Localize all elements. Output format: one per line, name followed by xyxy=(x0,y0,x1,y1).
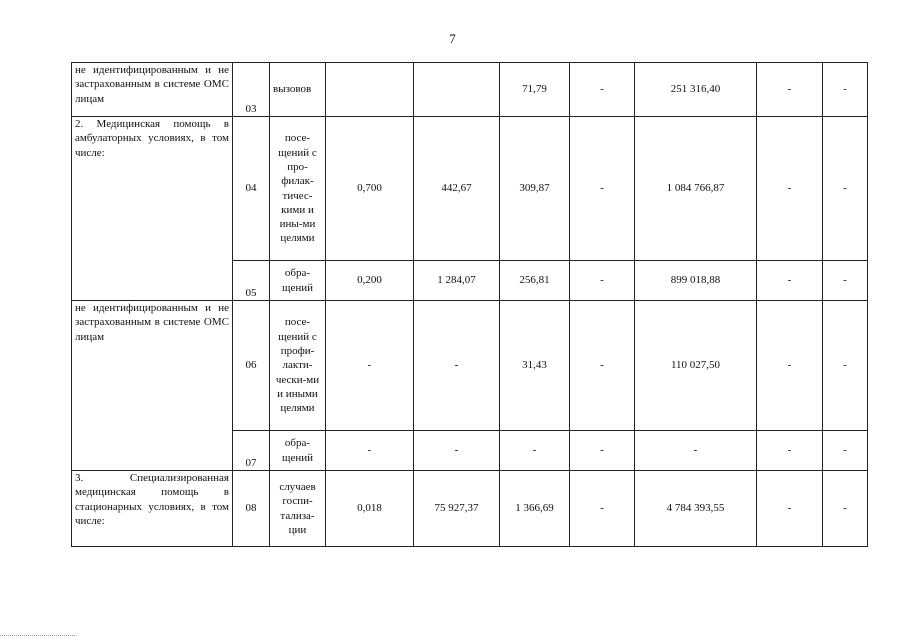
cell-col-7: - xyxy=(570,471,635,547)
cell-col-9: - xyxy=(757,431,823,471)
cell-col-6: 309,87 xyxy=(500,117,570,261)
row-code: 06 xyxy=(233,301,270,431)
cell-col-6: 71,79 xyxy=(500,63,570,117)
row-description: не идентифицированным и не застрахованным в системе ОМС лицам xyxy=(72,301,233,471)
scan-edge-marks xyxy=(0,635,75,637)
cell-col-5: 1 284,07 xyxy=(414,261,500,301)
cell-col-6: 1 366,69 xyxy=(500,471,570,547)
cell-col-6: - xyxy=(500,431,570,471)
cell-col-7: - xyxy=(570,301,635,431)
cell-col-7: - xyxy=(570,261,635,301)
table-row-08 xyxy=(72,471,868,547)
cell-col-6: 31,43 xyxy=(500,301,570,431)
row-description: 3. Специализированная медицинская помощь в стационарных условиях, в том числе: xyxy=(72,471,233,547)
row-code: 08 xyxy=(233,471,270,547)
cell-col-9: - xyxy=(757,63,823,117)
cell-col-7: - xyxy=(570,63,635,117)
data-table xyxy=(71,62,868,547)
row-unit: посе-щений с профи-лакти-чески-ми и иными целями xyxy=(270,301,326,431)
cell-col-8: 251 316,40 xyxy=(635,63,757,117)
cell-col-10: - xyxy=(823,117,868,261)
page-number: 7 xyxy=(449,31,456,46)
cell-col-4: - xyxy=(326,431,414,471)
row-code: 07 xyxy=(233,431,270,471)
cell-col-5: - xyxy=(414,431,500,471)
cell-col-5: - xyxy=(414,301,500,431)
cell-col-5: 75 927,37 xyxy=(414,471,500,547)
cell-col-9: - xyxy=(757,471,823,547)
row-unit: случаев госпи-тализа-ции xyxy=(270,471,326,547)
table-row-03 xyxy=(72,63,868,117)
cell-col-10: - xyxy=(823,63,868,117)
row-code: 03 xyxy=(233,63,270,117)
cell-col-4: - xyxy=(326,301,414,431)
table-row-06 xyxy=(72,301,868,431)
cell-col-4: 0,200 xyxy=(326,261,414,301)
cell-col-7: - xyxy=(570,117,635,261)
cell-col-8: 1 084 766,87 xyxy=(635,117,757,261)
cell-col-10: - xyxy=(823,301,868,431)
cell-col-6: 256,81 xyxy=(500,261,570,301)
cell-col-9: - xyxy=(757,301,823,431)
cell-col-8: 110 027,50 xyxy=(635,301,757,431)
row-description: не идентифицированным и не застрахованным в системе ОМС лицам xyxy=(72,63,233,117)
cell-col-5 xyxy=(414,63,500,117)
row-unit: обра-щений xyxy=(270,431,326,471)
cell-col-7: - xyxy=(570,431,635,471)
cell-col-10: - xyxy=(823,471,868,547)
cell-col-9: - xyxy=(757,117,823,261)
row-code: 05 xyxy=(233,261,270,301)
cell-col-4 xyxy=(326,63,414,117)
cell-col-8: - xyxy=(635,431,757,471)
cell-col-10: - xyxy=(823,431,868,471)
table-row-04 xyxy=(72,117,868,261)
row-unit: посе-щений с про-филак-тичес-кими и ины-ми целями xyxy=(270,117,326,261)
cell-col-5: 442,67 xyxy=(414,117,500,261)
row-code: 04 xyxy=(233,117,270,261)
cell-col-10: - xyxy=(823,261,868,301)
row-description: 2. Медицинская помощь в амбулаторных условиях, в том числе: xyxy=(72,117,233,301)
cell-col-8: 4 784 393,55 xyxy=(635,471,757,547)
cell-col-9: - xyxy=(757,261,823,301)
cell-col-4: 0,700 xyxy=(326,117,414,261)
cell-col-4: 0,018 xyxy=(326,471,414,547)
cell-col-8: 899 018,88 xyxy=(635,261,757,301)
row-unit: обра-щений xyxy=(270,261,326,301)
row-unit: вызовов xyxy=(270,63,326,117)
